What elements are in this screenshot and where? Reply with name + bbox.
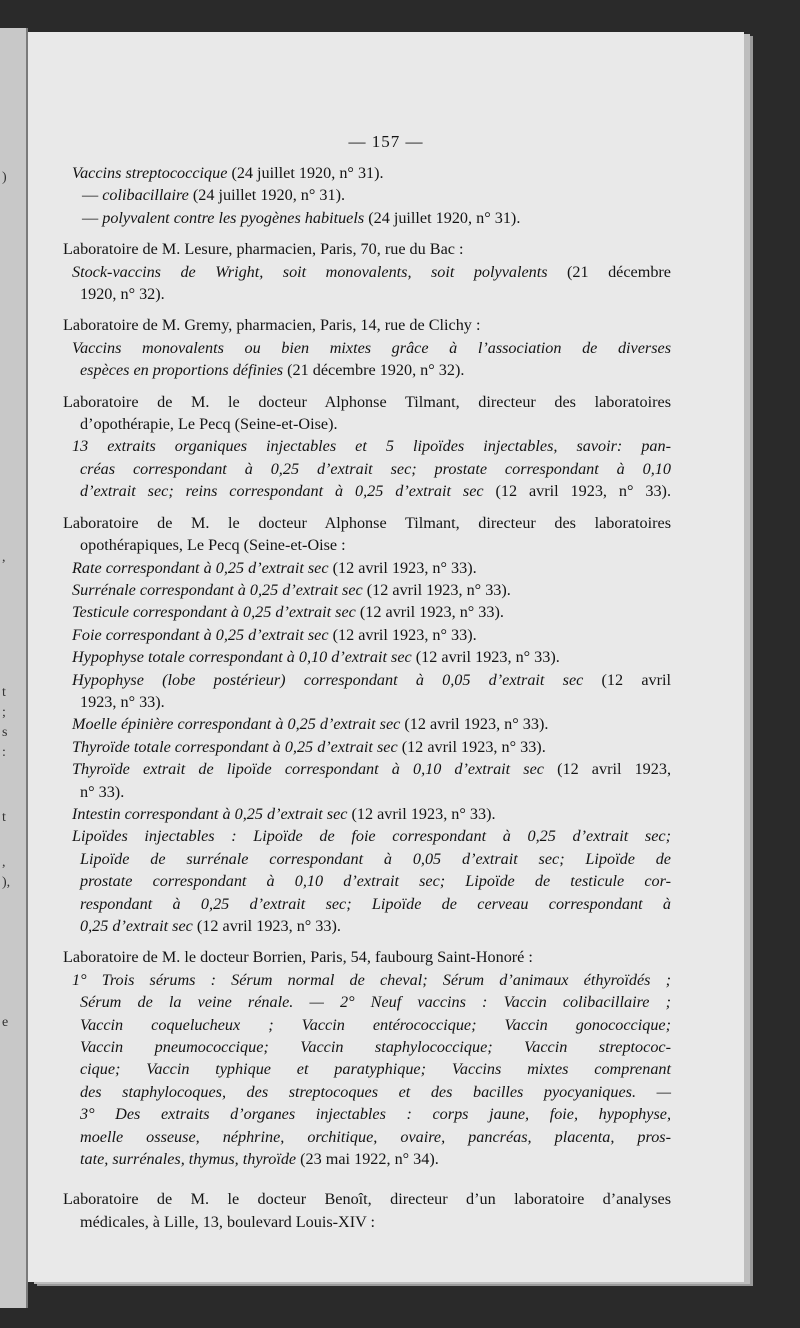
text-line: [59, 1036, 671, 1058]
text-line: [59, 669, 671, 691]
text-line: [59, 534, 671, 556]
paragraph-gap: [59, 1179, 671, 1188]
roman-text: (12 avril 1923, n° 33).: [400, 715, 549, 734]
italic-text: cique; Vaccin typhique et paratyphique; Vaccins mixtes comprenant: [80, 1060, 671, 1079]
roman-text: (23 mai 1922, n° 34).: [296, 1150, 439, 1169]
text-line: [59, 624, 671, 646]
paragraph-gap: [59, 503, 671, 512]
roman-text: (12 avril 1923, n° 33).: [362, 580, 511, 599]
text-line: [59, 579, 671, 601]
text-line: [59, 337, 671, 359]
text-line: [59, 848, 671, 870]
facing-page-glyph: t: [2, 685, 6, 700]
roman-text: Laboratoire de M. le docteur Alphonse Tilmant, directeur des laboratoires: [63, 513, 671, 532]
text-line: [59, 238, 671, 260]
text-line: [59, 435, 671, 457]
text-line: [59, 1058, 671, 1080]
text-line: [59, 359, 671, 381]
text-line: [59, 691, 671, 713]
text-line: [59, 458, 671, 480]
text-line: [59, 825, 671, 847]
facing-page-glyph: e: [2, 1015, 9, 1030]
italic-text: d’extrait sec; reins correspondant à 0,25 d’extrait sec: [80, 482, 484, 501]
roman-text: n° 33).: [80, 782, 125, 801]
italic-text: Thyroïde extrait de lipoïde correspondant à 0,10 d’extrait sec: [72, 760, 544, 779]
text-line: [59, 803, 671, 825]
facing-page-glyph: ,: [2, 855, 6, 870]
italic-text: Rate correspondant à 0,25 d’extrait sec: [72, 558, 329, 577]
text-line: [59, 601, 671, 623]
page-text: [59, 162, 671, 1233]
italic-text: prostate correspondant à 0,10 d’extrait sec; Lipoïde de testicule cor-: [80, 872, 671, 891]
text-line: [59, 915, 671, 937]
italic-text: polyvalent contre les pyogènes habituels: [102, 208, 365, 227]
text-line: [59, 557, 671, 579]
paragraph-gap: [59, 229, 671, 238]
roman-text: (12 avril: [583, 670, 671, 689]
italic-text: Testicule correspondant à 0,25 d’extrait sec: [72, 603, 356, 622]
italic-text: Vaccin coquelucheux ; Vaccin entérococcique; Vaccin gonococcique;: [80, 1015, 671, 1034]
text-line: [59, 1014, 671, 1036]
roman-text: —: [82, 186, 103, 205]
text-line: [59, 207, 671, 229]
italic-text: Lipoïde de surrénale correspondant à 0,05 d’extrait sec; Lipoïde de: [80, 849, 671, 868]
italic-text: créas correspondant à 0,25 d’extrait sec; prostate correspondant à 0,10: [80, 459, 671, 478]
text-line: [59, 969, 671, 991]
roman-text: (12 avril 1923, n° 33).: [347, 804, 496, 823]
italic-text: Vaccin pneumococcique; Vaccin staphylococcique; Vaccin streptococ-: [80, 1038, 671, 1057]
text-line: [59, 512, 671, 534]
italic-text: Thyroïde totale correspondant à 0,25 d’extrait sec: [72, 737, 398, 756]
italic-text: Vaccins monovalents ou bien mixtes grâce à l’association de diverses: [72, 338, 671, 357]
text-line: [59, 781, 671, 803]
italic-text: espèces en proportions définies: [80, 361, 284, 380]
italic-text: Sérum de la veine rénale. — 2° Neuf vaccins : Vaccin colibacillaire ;: [80, 993, 671, 1012]
text-line: [59, 713, 671, 735]
roman-text: (12 avril 1923, n° 33).: [328, 558, 477, 577]
text-line: [59, 736, 671, 758]
text-line: [59, 413, 671, 435]
roman-text: (21 décembre: [547, 262, 671, 281]
italic-text: Stock-vaccins de Wright, soit monovalents, soit polyvalents: [72, 262, 548, 281]
text-line: [59, 946, 671, 968]
roman-text: 1920, n° 32).: [80, 285, 165, 304]
italic-text: moelle osseuse, néphrine, orchitique, ovaire, pancréas, placenta, pros-: [80, 1127, 671, 1146]
italic-text: 0,25 d’extrait sec: [80, 917, 193, 935]
italic-text: Intestin correspondant à 0,25 d’extrait sec: [72, 804, 348, 823]
italic-text: Foie correspondant à 0,25 d’extrait sec: [72, 625, 329, 644]
italic-text: respondant à 0,25 d’extrait sec; Lipoïde de cerveau correspondant à: [80, 894, 671, 913]
italic-text: colibacillaire: [102, 186, 189, 205]
roman-text: Laboratoire de M. Lesure, pharmacien, Paris, 70, rue du Bac :: [63, 240, 464, 259]
italic-text: Vaccins streptococcique: [72, 164, 228, 182]
text-line: [59, 1126, 671, 1148]
text-line: [59, 480, 671, 502]
text-line: [59, 283, 671, 305]
italic-text: Lipoïdes injectables : Lipoïde de foie correspondant à 0,25 d’extrait sec;: [72, 827, 671, 846]
text-line: [59, 1188, 671, 1210]
facing-page-glyph: t: [2, 810, 6, 825]
facing-page-glyph: ;: [2, 705, 6, 720]
roman-text: (12 avril 1923, n° 33).: [483, 482, 671, 501]
roman-text: d’opothérapie, Le Pecq (Seine-et-Oise).: [80, 415, 338, 434]
text-line: [59, 893, 671, 915]
roman-text: Laboratoire de M. Gremy, pharmacien, Paris, 14, rue de Clichy :: [63, 316, 481, 335]
facing-page-glyph: :: [2, 745, 6, 760]
paragraph-gap: [59, 305, 671, 314]
text-line: [59, 184, 671, 206]
roman-text: (24 juillet 1920, n° 31).: [364, 208, 521, 227]
facing-page-glyph: ,: [2, 550, 6, 565]
text-line: [59, 391, 671, 413]
text-line: [59, 1103, 671, 1125]
roman-text: 1923, n° 33).: [80, 692, 165, 711]
roman-text: (12 avril 1923, n° 33).: [411, 648, 560, 667]
italic-text: tate, surrénales, thymus, thyroïde: [80, 1150, 297, 1169]
left-page-edge: [0, 28, 28, 1308]
italic-text: 13 extraits organiques injectables et 5 lipoïdes injectables, savoir: pan-: [72, 437, 671, 456]
page-number: — 157 —: [348, 132, 424, 151]
text-line: [59, 1148, 671, 1170]
paragraph-gap: [59, 382, 671, 391]
roman-text: (12 avril 1923,: [543, 760, 671, 779]
paragraph-gap: [59, 1170, 671, 1179]
italic-text: 1° Trois sérums : Sérum normal de cheval; Sérum d’animaux éthyroïdés ;: [72, 970, 671, 989]
roman-text: (24 juillet 1920, n° 31).: [227, 164, 384, 182]
paragraph-gap: [59, 937, 671, 946]
italic-text: Hypophyse (lobe postérieur) correspondant à 0,05 d’extrait sec: [72, 670, 584, 689]
roman-text: Laboratoire de M. le docteur Borrien, Paris, 54, faubourg Saint-Honoré :: [63, 948, 533, 967]
roman-text: (24 juillet 1920, n° 31).: [188, 186, 346, 205]
italic-text: 3° Des extraits d’organes injectables : corps jaune, foie, hypophyse,: [80, 1105, 671, 1124]
book-page: [28, 32, 744, 1282]
text-line: [59, 314, 671, 336]
facing-page-glyph: ),: [2, 875, 11, 890]
text-line: [59, 870, 671, 892]
roman-text: médicales, à Lille, 13, boulevard Louis-XIV :: [80, 1212, 376, 1231]
text-line: [59, 1211, 671, 1233]
italic-text: Surrénale correspondant à 0,25 d’extrait sec: [72, 580, 363, 599]
text-line: [59, 758, 671, 780]
roman-text: (12 avril 1923, n° 33).: [397, 737, 546, 756]
roman-text: (12 avril 1923, n° 33).: [355, 603, 504, 622]
roman-text: (12 avril 1923, n° 33).: [192, 917, 341, 935]
italic-text: Hypophyse totale correspondant à 0,10 d’extrait sec: [72, 648, 412, 667]
roman-text: opothérapiques, Le Pecq (Seine-et-Oise :: [80, 536, 346, 555]
roman-text: —: [82, 208, 103, 227]
roman-text: (21 décembre 1920, n° 32).: [283, 361, 465, 380]
text-line: [59, 261, 671, 283]
roman-text: Laboratoire de M. le docteur Benoît, directeur d’un laboratoire d’analyses: [63, 1190, 671, 1209]
roman-text: Laboratoire de M. le docteur Alphonse Tilmant, directeur des laboratoires: [63, 392, 671, 411]
text-line: [59, 162, 671, 184]
text-line: [59, 991, 671, 1013]
italic-text: des staphylocoques, des streptocoques et des bacilles pyocyaniques. —: [80, 1082, 671, 1101]
facing-page-glyph: s: [2, 725, 8, 740]
italic-text: Moelle épinière correspondant à 0,25 d’extrait sec: [72, 715, 401, 734]
facing-page-glyph: ): [2, 170, 7, 185]
text-line: [59, 1081, 671, 1103]
roman-text: (12 avril 1923, n° 33).: [328, 625, 477, 644]
text-line: [59, 646, 671, 668]
